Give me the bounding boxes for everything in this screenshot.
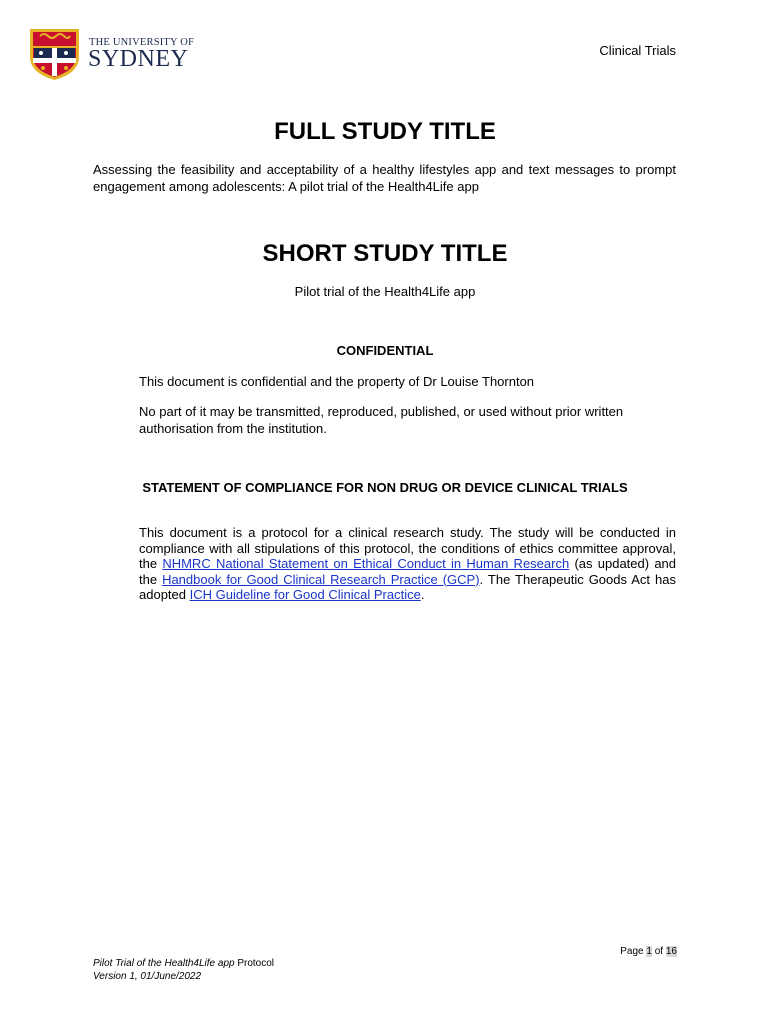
statement-text-3: . The Therapeutic Goods Act has adopted [139, 571, 676, 602]
university-crest-icon [28, 27, 81, 81]
footer-version: Version 1, 01/June/2022 [93, 971, 202, 982]
confidential-heading: CONFIDENTIAL [336, 343, 434, 358]
compliance-statement-body [139, 525, 676, 603]
statement-text-2: (as updated) and the [139, 556, 677, 587]
statement-text-1: This document is a protocol for a clinical research study. The study will be conducted in compliance with all stipulations of this protocol, the conditions of ethics committee approval, the [139, 525, 676, 571]
total-pages: 16 [665, 946, 677, 957]
short-study-title-heading: SHORT STUDY TITLE [262, 240, 508, 267]
header-label: Clinical Trials [599, 43, 676, 58]
gcp-handbook-link[interactable]: Handbook for Good Clinical Research Practice (GCP) [162, 571, 480, 587]
footer-protocol: Protocol [234, 958, 275, 969]
page-separator: of [651, 946, 666, 957]
short-study-title-text: Pilot trial of the Health4Life app [294, 284, 476, 299]
university-logo [28, 27, 195, 83]
nhmrc-statement-link[interactable]: NHMRC National Statement on Ethical Conduct in Human Research [162, 556, 570, 571]
document-footer [93, 957, 274, 983]
full-study-title-text: Assessing the feasibility and acceptability of a healthy lifestyles app and text messages to prompt engagement among adolescents: A pilot trial of the Health4Life app [93, 162, 676, 194]
ich-guideline-link[interactable]: ICH Guideline for Good Clinical Practice [189, 587, 421, 602]
compliance-statement-heading: STATEMENT OF COMPLIANCE FOR NON DRUG OR DEVICE CLINICAL TRIALS [142, 480, 628, 495]
statement-text-4: . [420, 587, 425, 602]
footer-trial-name: Pilot Trial of the Health4Life app [93, 958, 235, 969]
logo-text-line1: THE UNIVERSITY OF [89, 37, 195, 48]
page-number [620, 946, 677, 957]
full-study-title-heading: FULL STUDY TITLE [274, 118, 496, 145]
page-prefix: Page [620, 946, 647, 957]
current-page: 1 [646, 946, 652, 957]
confidential-paragraph-2: No part of it may be transmitted, reproduced, published, or used without prior written authorisation from the institution. [139, 404, 624, 436]
footer-line-1 [93, 957, 274, 970]
confidential-paragraph-1: This document is confidential and the property of Dr Louise Thornton [139, 374, 535, 389]
logo-text-line2: SYDNEY [88, 46, 189, 72]
